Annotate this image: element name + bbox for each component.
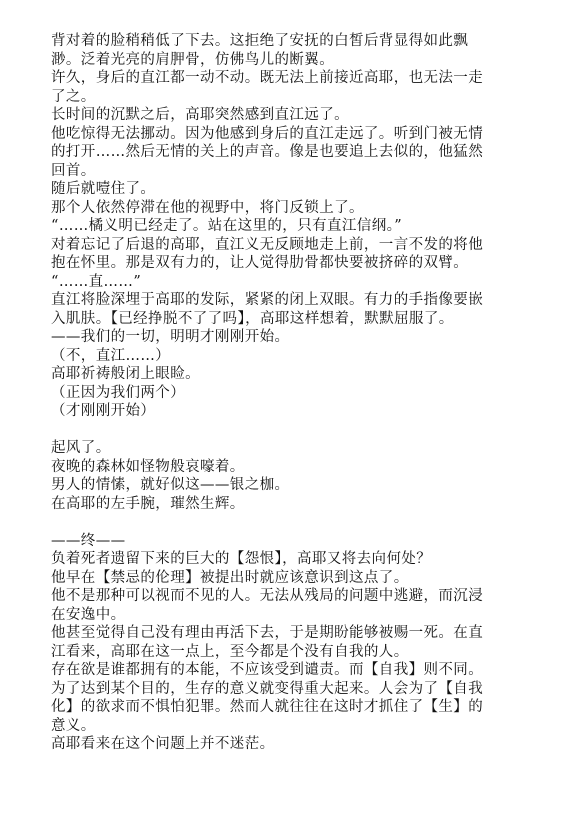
text-line: 男人的情愫，就好似这——银之枷。 — [51, 477, 290, 493]
text-line: 夜晚的森林如怪物般哀嚎着。 — [51, 458, 245, 475]
text-line: 渺。泛着光亮的肩胛骨，仿佛鸟儿的断翼。 — [51, 51, 335, 68]
text-line: 直江将脸深埋于高耶的发际，紧紧的闭上双眼。有力的手指像要嵌 — [51, 292, 484, 308]
blank-line — [51, 513, 531, 532]
text-line: 背对着的脸稍稍低了下去。这拒绝了安抚的白皙后背显得如此飘 — [51, 33, 469, 49]
end-marker: ——终—— — [51, 532, 126, 549]
text-line: 许久，身后的直江都一动不动。既无法上前接近高耶，也无法一走 — [51, 70, 484, 86]
text-line: 他不是那种可以视而不见的人。无法从残局的问题中逃避，而沉浸 — [51, 588, 484, 604]
text-line: 长时间的沉默之后，高耶突然感到直江远了。 — [51, 107, 349, 123]
text-line: 在安逸中。 — [51, 606, 126, 623]
dialogue-line: “……直……” — [51, 273, 142, 290]
text-line: 存在欲是谁都拥有的本能，不应该受到谴责。而【自我】则不同。 — [51, 662, 484, 678]
text-line: 起风了。 — [51, 440, 111, 456]
text-line: 了之。 — [51, 88, 96, 105]
text-line: 抱在怀里。那是双有力的，让人觉得肋骨都快要被挤碎的双臂。 — [51, 255, 469, 271]
text-line: 他吃惊得无法挪动。因为他感到身后的直江走远了。听到门被无情 — [51, 125, 484, 142]
text-line: 他甚至觉得自己没有理由再活下去，于是期盼能够被赐一死。在直 — [51, 625, 484, 641]
text-line: 高耶看来在这个问题上并不迷茫。 — [51, 736, 275, 752]
text-line: 随后就噎住了。 — [51, 181, 156, 197]
document-body — [51, 32, 531, 754]
inner-monologue-line: （才刚刚开始） — [51, 403, 156, 419]
inner-monologue-line: （正因为我们两个） — [51, 384, 186, 401]
text-line: ——我们的一切，明明才刚刚开始。 — [51, 329, 290, 345]
blank-line — [51, 421, 531, 440]
inner-monologue-line: （不，直江……） — [51, 347, 171, 364]
text-line: 回首。 — [51, 162, 96, 179]
text-line: 为了达到某个目的，生存的意义就变得重大起来。人会为了【自我 — [51, 680, 484, 697]
text-line: 入肌肤。【已经挣脱不了了吗】，高耶这样想着，默默屈服了。 — [51, 310, 454, 327]
text-line: 的打开……然后无情的关上的声音。像是也要追上去似的，他猛然 — [51, 144, 484, 160]
text-line: 在高耶的左手腕，璀然生辉。 — [51, 495, 245, 512]
text-line: 高耶祈祷般闭上眼睑。 — [51, 366, 200, 382]
text-line: 意义。 — [51, 717, 96, 734]
text-line: 对着忘记了后退的高耶，直江义无反顾地走上前，一言不发的将他 — [51, 236, 484, 253]
text-line: 化】的欲求而不惧怕犯罪。然而人就往往在这时才抓住了【生】的 — [51, 699, 484, 715]
text-line: 他早在【禁忌的伦理】被提出时就应该意识到这点了。 — [51, 569, 409, 586]
text-line: 那个人依然停滞在他的视野中，将门反锁上了。 — [51, 199, 364, 216]
text-line: 江看来，高耶在这一点上，至今都是个没有自我的人。 — [51, 643, 409, 660]
text-line: 负着死者遗留下来的巨大的【怨恨】，高耶又将去向何处？ — [51, 551, 432, 567]
dialogue-line: “……橘义明已经走了。站在这里的，只有直江信纲。” — [51, 218, 403, 234]
